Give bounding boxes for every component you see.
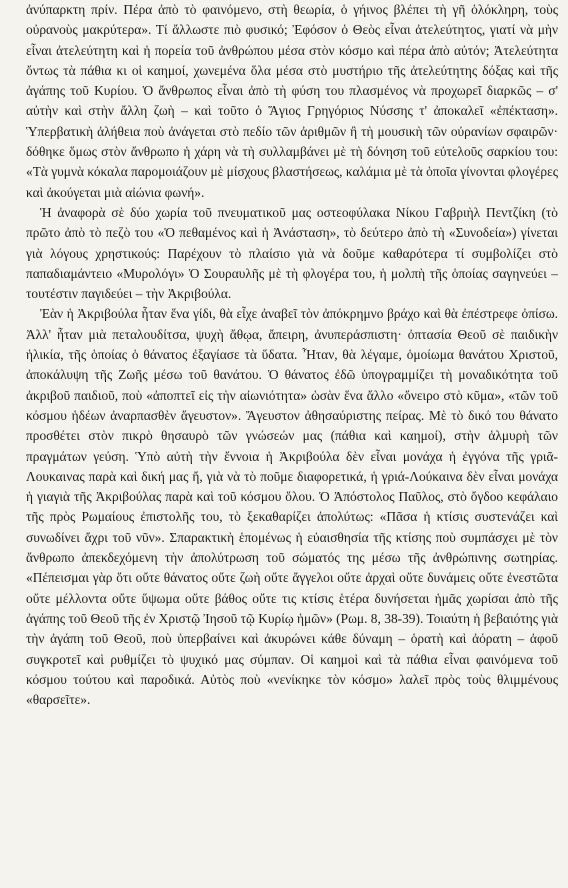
paragraph-1: ἀνύπαρκτη πρίν. Πέρα ἀπὸ τὸ φαινόμενο, στὴ θεωρία, ὁ γήινος βλέπει τὴ γῆ ὁλόκληρη, τοὺς οὐρανοὺς μακρύτερα». Τί ἄλλωστε πιὸ φυσικό; Ἐφόσον ὁ Θεὸς εἶναι ἀτελεύτητος, γιατί νὰ μὴν εἶναι ἀτελεύτητη καὶ ἡ πορεία τοῦ ἀνθρώπου μέσα στὸν κόσμο καὶ πέρα ἀπὸ αὐτόν; Ἀτελεύτητα ὄντως τὰ πάθια κι οἱ καημοί, χωνεμένα ὅλα μέσα στὸ μυστήριο τῆς ἀτελεύτητης δόξας καὶ τῆς ἀγάπης τοῦ Κυρίου. Ὁ ἄνθρωπος εἶναι ἀπὸ τὴ φύση του πλασμένος νὰ προχωρεῖ διαρκῶς – σ' αὐτὴν καὶ στὴν ἄλλη ζωὴ – καὶ τοῦτο ὁ Ἅγιος Γρηγόριος Νύσσης τ' ἀποκαλεῖ «ἐπέκταση». Ὑπερβατικὴ ἀλήθεια ποὺ ἀνάγεται στὸ πεδίο τῶν ἀριθμῶν ἢ τὴ μουσικὴ τῶν οὐρανίων σφαιρῶν· δόθηκε ὅμως στὸν ἄνθρωπο ἡ χάρη νὰ τὴ συλλαμβάνει μὲ τὴ δόνηση τοῦ εὐτελοῦς σαρκίου του: «Τὰ γυμνὰ κόκαλα παρομοιάζουν μὲ μίσχους βλαστήσεως, καλάμια μὲ τὰ ὁποῖα γίνονται φλογέρες καὶ ἀκούγεται μιὰ αἰώνια φωνή». — [26, 2, 558, 200]
paragraph-2: Ἡ ἀναφορὰ σὲ δύο χωρία τοῦ πνευματικοῦ μας οστεοφύλακα Νίκου Γαβριὴλ Πεντζίκη (τὸ πρῶτο ἀπὸ τὸ πεζὸ του «Ὁ πεθαμένος καὶ ἡ Ἀνάσταση», τὸ δεύτερο ἀπὸ τὴ «Συνοδεία») γίνεται γιὰ λόγους χρηστικούς: Παρέχουν τὸ πλαίσιο γιὰ νὰ δοῦμε καθαρότερα τί συμβολίζει στὸ παπαδιαμάντειο «Μυρολόγι» Ὁ Σουραυλῆς μὲ τὴ φλογέρα του, ἡ μολπὴ τῆς ὁποίας σαγηνεύει – τουτέστιν παγιδεύει – τὴν Ἀκριβούλα. — [26, 204, 558, 302]
paragraph-3: Ἐὰν ἡ Ἀκριβούλα ἦταν ἕνα γίδι, θὰ εἶχε ἀναβεῖ τὸν ἀπόκρημνο βράχο καὶ θὰ ἐπέστρεφε ὀπίσω. Ἀλλ' ἦταν μιὰ πεταλουδίτσα, ψυχὴ ἄθῳα, ἄπειρη, ἀνυπεράσπιστη· ὀπτασία Θεοῦ σὲ παιδικὴν ἡλικία, τῆς ὁποίας ὁ θάνατος ἐξαγίασε τὰ ὕδατα. Ἦταν, θὰ λέγαμε, ὁμοίωμα θανάτου Χριστοῦ, ἀποκάλυψη τῆς Ζωῆς μέσω τοῦ θανάτου. Ὁ θάνατος ἐδῶ ὑπογραμμίζει τὴ μοναδικότητα τοῦ ἀκριβοῦ παιδιοῦ, ποὺ «ἀποπτεῖ εἰς τὴν αἰωνιότητα» ὡσὰν ἕνα ἄλλο «ὄνειρο στὸ κῦμα», «τῶν τοῦ κόσμου ἡδέων ἀναρπασθὲν ἄγευστον». Ἄγευστον ἀθησαύριστης πείρας. Μὲ τὸ δικό του θάνατο προσθέτει στὸν πικρὸ θησαυρὸ τῶν γνώσεών μας (πάθια καὶ καημοί), στὴν ἁλμυρὴ τῶν πραγμάτων γεύση. Ὑπὸ αὐτὴ τὴν ἔννοια ἡ Ἀκριβούλα δὲν εἶναι μονάχα ἡ ἐγγόνα τῆς γριᾶ-Λουκαινας παρὰ καὶ δική μας ἤ, γιὰ νὰ τὸ ποῦμε διαφορετικά, ἡ γριά-Λούκαινα δὲν εἶναι μονάχα ἡ γιαγιὰ τῆς Ἀκριβούλας παρὰ καὶ τοῦ κόσμου ὅλου. Ὁ Ἀπόστολος Παῦλος, στὸ ὄγδοο κεφάλαιο τῆς πρὸς Ρωμαίους ἐπιστολῆς του, τὸ ξεκαθαρίζει ἀπολύτως: «Πᾶσα ἡ κτίσις συστενάζει καὶ συνωδίνει ἄχρι τοῦ νῦν». Σπαρακτικὴ ἑπομένως ἡ εὐαισθησία τῆς κτίσης ποὺ συμπάσχει μὲ τὸν ἄνθρωπο ἀπεκδεχόμενη τὴν ἀπολύτρωση τοῦ σώματός της μέσω τῆς ἀνθρώπινης σωτηρίας. «Πέπεισμαι γὰρ ὅτι οὔτε θάνατος οὔτε ζωὴ οὔτε ἄγγελοι οὔτε ἀρχαὶ οὔτε δυνάμεις οὔτε ἐνεστῶτα οὔτε μέλλοντα οὔτε ὕψωμα οὔτε βάθος οὔτε τις κτίσις ἑτέρα δυνήσεται ἡμᾶς χωρίσαι ἀπὸ τῆς ἀγάπης τοῦ Θεοῦ τῆς ἐν Χριστῷ Ἰησοῦ τῷ Κυρίῳ ἡμῶν» (Ρωμ. 8, 38-39). Τοιαύτη ἡ βεβαιότης γιὰ τὴν ἀγάπη τοῦ Θεοῦ, ποὺ ὑπερβαίνει καὶ ἀκυρώνει κάθε δύναμη – ὁρατὴ καὶ ἀόρατη – ἀφοῦ συγκροτεῖ καὶ ρυθμίζει τὸ ψυχικό μας σύμπαν. Οἱ καημοὶ καὶ τὰ πάθια εἶναι φαινόμενα τοῦ κόσμου τούτου καὶ παροδικά. Αὐτὸς ποὺ «νενίκηκε τὸν κόσμο» λαλεῖ πρὸς τοὺς θλιμμένους «θαρσεῖτε». — [26, 306, 558, 708]
